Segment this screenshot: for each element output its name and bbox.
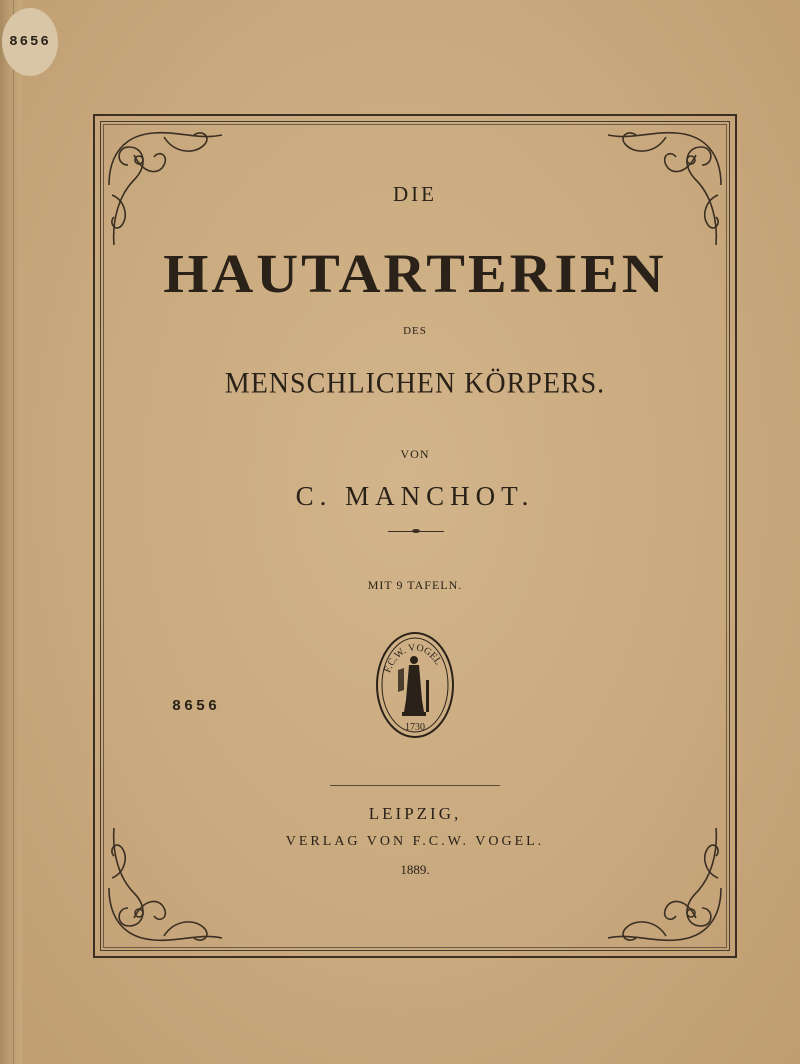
ornamental-rule-dot <box>412 529 420 533</box>
imprint-rule <box>330 785 500 786</box>
library-sticker-number: 8656 <box>9 34 51 50</box>
book-spine-edge <box>0 0 22 1064</box>
title-connector: DES <box>403 325 427 337</box>
imprint-year: 1889. <box>400 862 430 877</box>
spine-fold-line <box>13 0 14 1064</box>
imprint-city: LEIPZIG, <box>368 804 462 823</box>
author-preposition: VON <box>400 447 430 461</box>
imprint-publisher: VERLAG VON F.C.W. VOGEL. <box>285 834 545 849</box>
author-name: C. MANCHOT. <box>295 481 535 511</box>
main-title: HAUTARTERIEN <box>163 242 667 305</box>
subtitle: MENSCHLICHEN KÖRPERS. <box>224 367 606 400</box>
seal-legend: F.C.W. VOGEL <box>382 642 444 675</box>
plates-note: MIT 9 TAFELN. <box>367 578 463 592</box>
title-article: DIE <box>393 182 437 206</box>
shelf-mark: 8656 <box>172 698 221 715</box>
seal-year: 1730 <box>405 722 425 733</box>
library-sticker <box>2 8 58 76</box>
publisher-seal-icon <box>374 630 456 740</box>
